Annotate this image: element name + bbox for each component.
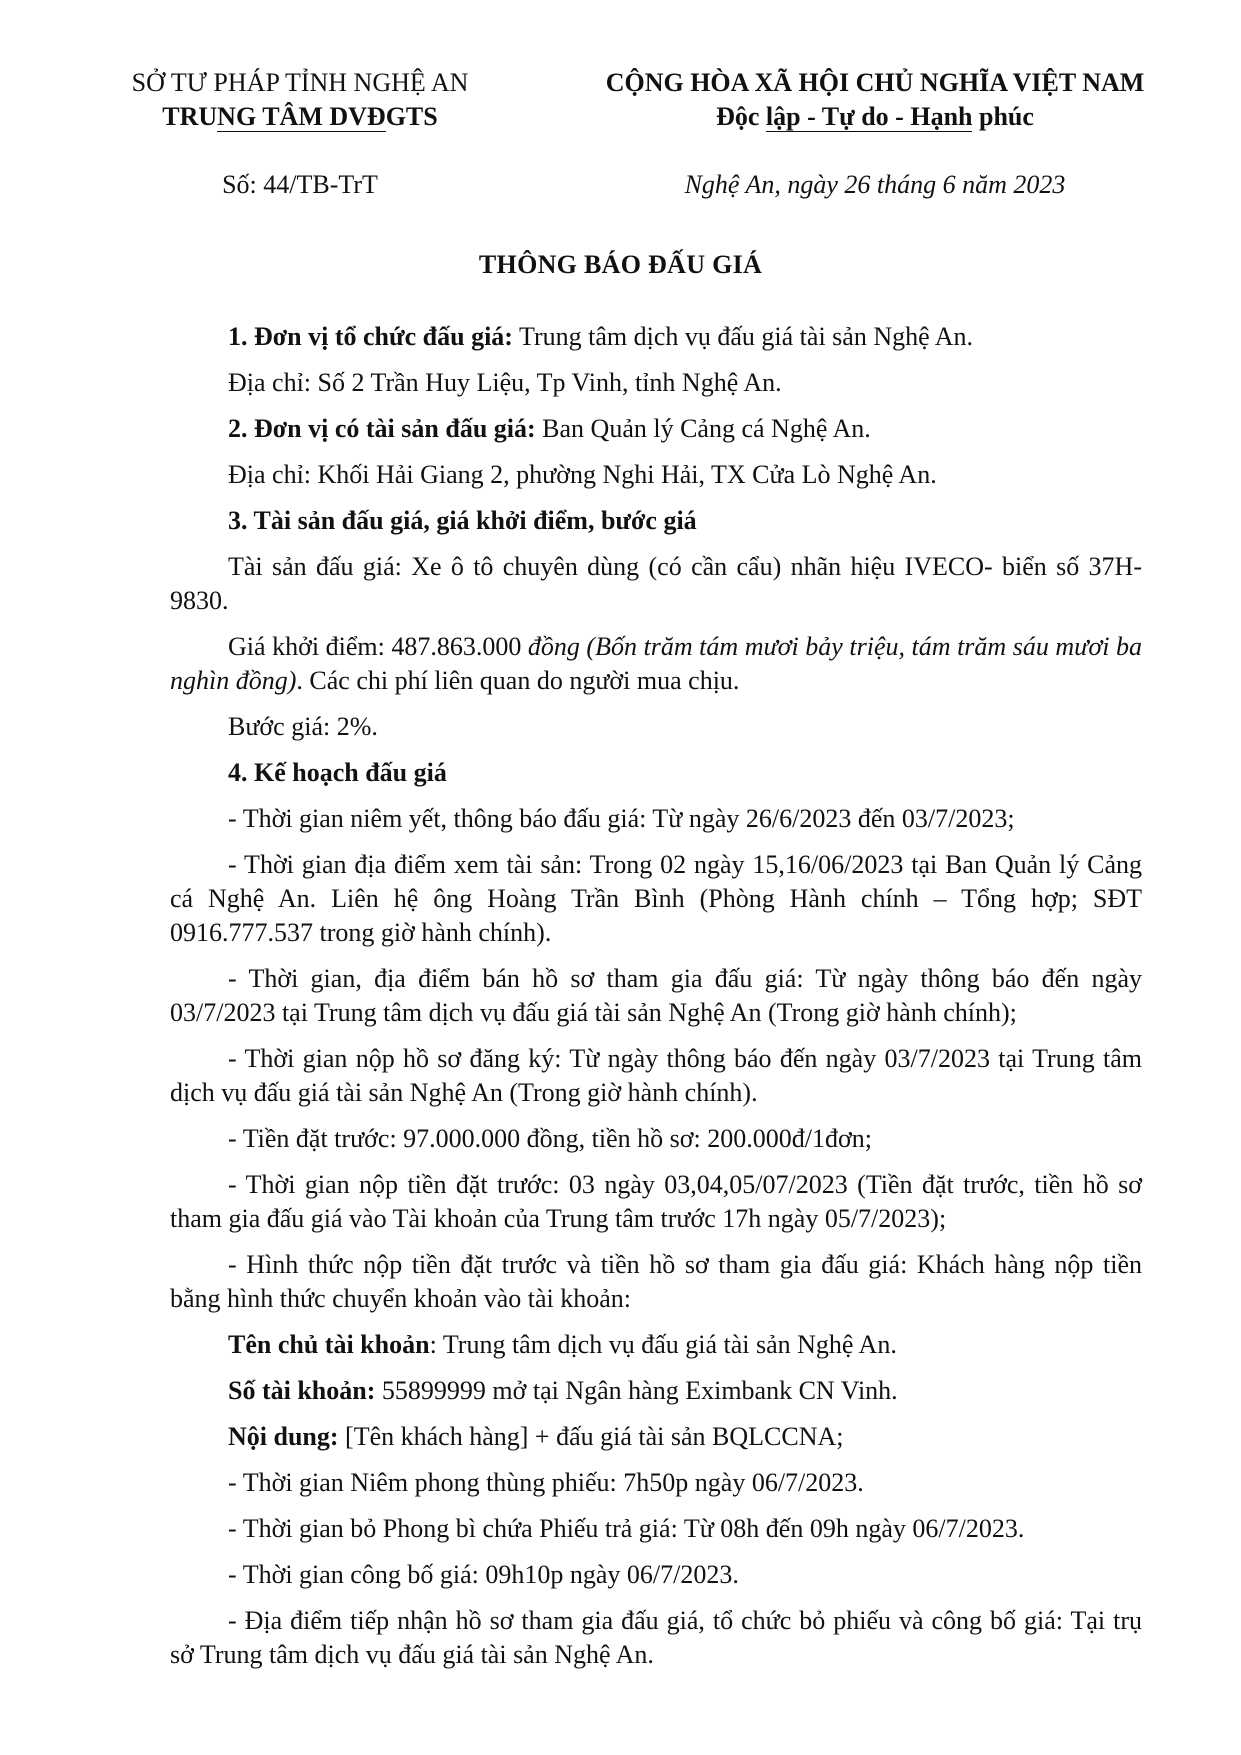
plan-item: - Thời gian công bố giá: 09h10p ngày 06/7/2023. <box>228 1560 739 1589</box>
motto-underlined: lập - Tự do - Hạnh <box>765 102 973 131</box>
section-3-heading: 3. Tài sản đấu giá, giá khởi điểm, bước giá <box>228 506 697 535</box>
section-2-value: Ban Quản lý Cảng cá Nghệ An. <box>535 414 871 443</box>
document-body <box>170 320 1142 1684</box>
section-2-label: 2. Đơn vị có tài sản đấu giá: <box>228 414 536 443</box>
transfer-content-label: Nội dung: <box>228 1422 339 1451</box>
section-2-address: Địa chỉ: Khối Hải Giang 2, phường Nghi Hải, TX Cửa Lò Nghệ An. <box>228 460 937 489</box>
document-title: THÔNG BÁO ĐẤU GIÁ <box>478 250 763 279</box>
organization-unit-part: TRU <box>162 102 218 131</box>
starting-price-note: . Các chi phí liên quan do người mua chịu. <box>296 666 740 695</box>
asset-description: Tài sản đấu giá: Xe ô tô chuyên dùng (có cần cẩu) nhãn hiệu IVECO- biển số 37H-9830. <box>170 552 1142 615</box>
plan-item: - Thời gian Niêm phong thùng phiếu: 7h50p ngày 06/7/2023. <box>228 1468 864 1497</box>
section-1-label: 1. Đơn vị tổ chức đấu giá: <box>228 322 513 351</box>
plan-item: - Thời gian niêm yết, thông báo đấu giá: Từ ngày 26/6/2023 đến 03/7/2023; <box>228 804 1015 833</box>
section-1-value: Trung tâm dịch vụ đấu giá tài sản Nghệ An. <box>512 322 973 351</box>
parent-organization: SỞ TƯ PHÁP TỈNH NGHỆ AN <box>131 68 469 97</box>
starting-price <box>170 630 1142 698</box>
document-date: Nghệ An, ngày 26 tháng 6 năm 2023 <box>684 170 1066 199</box>
account-number <box>170 1374 1142 1408</box>
section-4-heading: 4. Kế hoạch đấu giá <box>228 758 447 787</box>
bid-step: Bước giá: 2%. <box>228 712 378 741</box>
plan-item: - Địa điểm tiếp nhận hồ sơ tham gia đấu giá, tổ chức bỏ phiếu và công bố giá: Tại trụ sở Trung tâm dịch vụ đấu giá tài sản Nghệ An. <box>170 1606 1142 1669</box>
transfer-content-value: [Tên khách hàng] + đấu giá tài sản BQLCCNA; <box>338 1422 844 1451</box>
account-name-label: Tên chủ tài khoản <box>228 1330 430 1359</box>
organization-unit-underlined: NG TÂM DVĐ <box>217 102 386 131</box>
organization-unit-part: GTS <box>385 102 438 131</box>
organization-unit <box>90 100 510 134</box>
issuing-organization <box>90 66 510 134</box>
plan-item: - Thời gian bỏ Phong bì chứa Phiếu trả giá: Từ 08h đến 09h ngày 06/7/2023. <box>228 1514 1025 1543</box>
document-number: Số: 44/TB-TrT <box>222 170 378 199</box>
plan-item: - Tiền đặt trước: 97.000.000 đồng, tiền hồ sơ: 200.000đ/1đơn; <box>228 1124 872 1153</box>
national-heading <box>555 66 1195 134</box>
plan-item: - Thời gian, địa điểm bán hồ sơ tham gia đấu giá: Từ ngày thông báo đến ngày 03/7/2023 tại Trung tâm dịch vụ đấu giá tài sản Nghệ An (Trong giờ hành chính); <box>170 964 1142 1027</box>
plan-item: - Hình thức nộp tiền đặt trước và tiền hồ sơ tham gia đấu giá: Khách hàng nộp tiền bằng hình thức chuyển khoản vào tài khoản: <box>170 1250 1142 1313</box>
starting-price-amount: Giá khởi điểm: 487.863.000 <box>228 632 528 661</box>
account-name <box>170 1328 1142 1362</box>
starting-price-in-words: đồng (Bốn trăm tám mươi bảy triệu, tám trăm sáu mươi ba nghìn đồng) <box>170 632 1142 695</box>
motto-part: Độc <box>716 102 766 131</box>
transfer-content <box>170 1420 1142 1454</box>
section-1-address: Địa chỉ: Số 2 Trần Huy Liệu, Tp Vinh, tỉnh Nghệ An. <box>228 368 782 397</box>
national-motto <box>555 100 1195 134</box>
account-number-value: 55899999 mở tại Ngân hàng Eximbank CN Vinh. <box>375 1376 898 1405</box>
motto-part: phúc <box>972 102 1034 131</box>
plan-item: - Thời gian địa điểm xem tài sản: Trong 02 ngày 15,16/06/2023 tại Ban Quản lý Cảng cá Nghệ An. Liên hệ ông Hoàng Trần Bình (Phòng Hành chính – Tổng hợp; SĐT 0916.777.537 trong giờ hành chính). <box>170 850 1142 947</box>
account-name-value: : Trung tâm dịch vụ đấu giá tài sản Nghệ An. <box>429 1330 897 1359</box>
section-1 <box>170 320 1142 354</box>
account-number-label: Số tài khoản: <box>228 1376 376 1405</box>
plan-item: - Thời gian nộp tiền đặt trước: 03 ngày 03,04,05/07/2023 (Tiền đặt trước, tiền hồ sơ tham gia đấu giá vào Tài khoản của Trung tâm trước 17h ngày 05/7/2023); <box>170 1170 1142 1233</box>
plan-item: - Thời gian nộp hồ sơ đăng ký: Từ ngày thông báo đến ngày 03/7/2023 tại Trung tâm dịch vụ đấu giá tài sản Nghệ An (Trong giờ hành chính). <box>170 1044 1142 1107</box>
section-2 <box>170 412 1142 446</box>
nation-name: CỘNG HÒA XÃ HỘI CHỦ NGHĨA VIỆT NAM <box>605 68 1145 97</box>
